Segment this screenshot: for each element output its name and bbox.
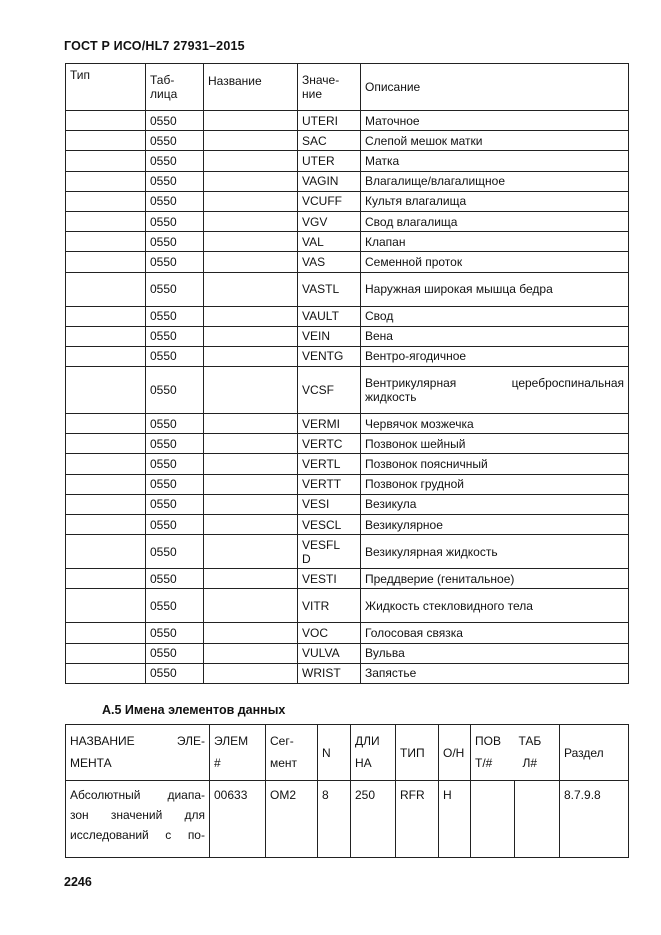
cell-type — [66, 252, 146, 272]
cell-description: Голосовая связка — [361, 623, 629, 643]
cell-name — [204, 367, 298, 414]
cell-table: 0550 — [146, 171, 204, 191]
col-name: Название — [204, 64, 298, 111]
cell-type — [66, 643, 146, 663]
table-row — [66, 211, 629, 231]
cell-name — [204, 474, 298, 494]
table-row — [66, 623, 629, 643]
cell-table: 0550 — [146, 414, 204, 434]
cell-value: VERTL — [298, 454, 361, 474]
cell-description — [361, 367, 629, 414]
table-row — [66, 569, 629, 589]
cell-table: 0550 — [146, 623, 204, 643]
cell-value: VITR — [298, 589, 361, 623]
cell-description: Позвонок грудной — [361, 474, 629, 494]
cell-type — [66, 367, 146, 414]
cell-description: Везикула — [361, 494, 629, 514]
cell-element-name: Абсолютный диапа- зон значений для исследований с по- — [66, 781, 210, 858]
cell-name — [204, 191, 298, 211]
cell-type — [66, 663, 146, 683]
cell-element-number: 00633 — [210, 781, 266, 858]
cell-table: 0550 — [146, 589, 204, 623]
cell-optionality: Н — [439, 781, 471, 858]
cell-description: Слепой мешок матки — [361, 131, 629, 151]
cell-name — [204, 434, 298, 454]
cell-value: WRIST — [298, 663, 361, 683]
cell-description: Жидкость стекловидного тела — [361, 589, 629, 623]
cell-type — [66, 232, 146, 252]
cell-table: 0550 — [146, 515, 204, 535]
cell-table: 0550 — [146, 272, 204, 306]
cell-name — [204, 346, 298, 366]
table-row — [66, 191, 629, 211]
table-row — [66, 515, 629, 535]
cell-name — [204, 623, 298, 643]
cell-description: Позвонок поясничный — [361, 454, 629, 474]
cell-description: Клапан — [361, 232, 629, 252]
cell-value: VAS — [298, 252, 361, 272]
cell-name — [204, 211, 298, 231]
table-row — [66, 252, 629, 272]
cell-name — [204, 171, 298, 191]
cell-description: Свод — [361, 306, 629, 326]
cell-name — [204, 151, 298, 171]
table-row — [66, 643, 629, 663]
col-n: N — [318, 725, 351, 781]
table-row — [66, 414, 629, 434]
cell-name — [204, 131, 298, 151]
cell-description: Наружная широкая мышца бедра — [361, 272, 629, 306]
page-number: 2246 — [64, 875, 92, 889]
table-row — [66, 346, 629, 366]
cell-table: 0550 — [146, 232, 204, 252]
cell-type — [66, 535, 146, 569]
table-row — [66, 232, 629, 252]
cell-table: 0550 — [146, 346, 204, 366]
cell-value: VESCL — [298, 515, 361, 535]
cell-table: 0550 — [146, 643, 204, 663]
cell-value: SAC — [298, 131, 361, 151]
cell-type — [66, 414, 146, 434]
cell-type — [66, 494, 146, 514]
cell-name — [204, 414, 298, 434]
cell-repetition — [471, 781, 515, 858]
cell-type — [66, 346, 146, 366]
cell-type — [66, 171, 146, 191]
cell-type — [66, 306, 146, 326]
col-datatype: ТИП — [396, 725, 439, 781]
cell-name — [204, 232, 298, 252]
cell-description: Вена — [361, 326, 629, 346]
cell-table: 0550 — [146, 663, 204, 683]
table-row — [66, 306, 629, 326]
cell-description: Везикулярное — [361, 515, 629, 535]
cell-value: VERMI — [298, 414, 361, 434]
cell-description: Маточное — [361, 111, 629, 131]
cell-name — [204, 252, 298, 272]
col-length: ДЛИ НА — [351, 725, 396, 781]
cell-table: 0550 — [146, 191, 204, 211]
table-header-row — [66, 64, 629, 111]
cell-table: 0550 — [146, 131, 204, 151]
cell-description: Везикулярная жидкость — [361, 535, 629, 569]
cell-name — [204, 569, 298, 589]
cell-value: VASTL — [298, 272, 361, 306]
cell-value: VESI — [298, 494, 361, 514]
cell-value: VERTC — [298, 434, 361, 454]
cell-description: Вульва — [361, 643, 629, 663]
cell-table-number — [515, 781, 560, 858]
cell-value: VULVA — [298, 643, 361, 663]
table-row — [66, 326, 629, 346]
cell-length: 250 — [351, 781, 396, 858]
col-repetition: ПОВ Т/# — [471, 725, 515, 781]
cell-section: 8.7.9.8 — [560, 781, 629, 858]
cell-value: VESFL D — [298, 535, 361, 569]
cell-name — [204, 663, 298, 683]
cell-description: Преддверие (генитальное) — [361, 569, 629, 589]
table-row — [66, 272, 629, 306]
table-row — [66, 434, 629, 454]
cell-type — [66, 454, 146, 474]
col-section: Раздел — [560, 725, 629, 781]
cell-value: VESTI — [298, 569, 361, 589]
section-title: А.5 Имена элементов данных — [102, 703, 286, 717]
description-line: Вентрикулярная цереброспинальная — [365, 376, 624, 391]
cell-n: 8 — [318, 781, 351, 858]
cell-table: 0550 — [146, 252, 204, 272]
cell-table: 0550 — [146, 306, 204, 326]
cell-name — [204, 111, 298, 131]
data-elements-table — [65, 724, 629, 858]
cell-type — [66, 589, 146, 623]
cell-table: 0550 — [146, 535, 204, 569]
col-element-number: ЭЛЕМ # — [210, 725, 266, 781]
cell-name — [204, 326, 298, 346]
cell-name — [204, 535, 298, 569]
table-row — [66, 454, 629, 474]
cell-value: VAULT — [298, 306, 361, 326]
cell-type — [66, 211, 146, 231]
col-optionality: О/Н — [439, 725, 471, 781]
table-row — [66, 781, 629, 858]
cell-type — [66, 272, 146, 306]
cell-description: Семенной проток — [361, 252, 629, 272]
cell-table: 0550 — [146, 151, 204, 171]
cell-segment: OM2 — [266, 781, 318, 858]
cell-name — [204, 494, 298, 514]
cell-value: VOC — [298, 623, 361, 643]
cell-table: 0550 — [146, 326, 204, 346]
cell-name — [204, 589, 298, 623]
cell-description: Культя влагалища — [361, 191, 629, 211]
table-row — [66, 131, 629, 151]
table-row — [66, 474, 629, 494]
table-row — [66, 494, 629, 514]
cell-name — [204, 454, 298, 474]
cell-name — [204, 643, 298, 663]
cell-table: 0550 — [146, 211, 204, 231]
cell-type — [66, 151, 146, 171]
col-table-number: ТАБ Л# — [515, 725, 560, 781]
cell-description: Свод влагалища — [361, 211, 629, 231]
table-row — [66, 171, 629, 191]
cell-type — [66, 569, 146, 589]
cell-type — [66, 111, 146, 131]
table-row — [66, 367, 629, 414]
table-row — [66, 663, 629, 683]
cell-type — [66, 623, 146, 643]
col-value: Значе- ние — [298, 64, 361, 111]
table-header-row — [66, 725, 629, 781]
cell-value: VAGIN — [298, 171, 361, 191]
col-element-name: НАЗВАНИЕ ЭЛЕ- МЕНТА — [66, 725, 210, 781]
col-type: Тип — [66, 64, 146, 111]
values-table — [65, 63, 629, 684]
cell-type — [66, 474, 146, 494]
document-header: ГОСТ Р ИСО/HL7 27931–2015 — [64, 39, 245, 53]
cell-description: Червячок мозжечка — [361, 414, 629, 434]
cell-table: 0550 — [146, 494, 204, 514]
cell-description: Влагалище/влагалищное — [361, 171, 629, 191]
cell-description: Вентро-ягодичное — [361, 346, 629, 366]
col-segment: Сег- мент — [266, 725, 318, 781]
cell-name — [204, 306, 298, 326]
cell-value: VEIN — [298, 326, 361, 346]
table-row — [66, 589, 629, 623]
cell-value: VAL — [298, 232, 361, 252]
cell-table: 0550 — [146, 569, 204, 589]
cell-type — [66, 515, 146, 535]
description-line: жидкость — [365, 390, 417, 405]
cell-type — [66, 191, 146, 211]
table-row — [66, 535, 629, 569]
cell-table: 0550 — [146, 474, 204, 494]
cell-type — [66, 131, 146, 151]
cell-table: 0550 — [146, 111, 204, 131]
cell-value: VCSF — [298, 367, 361, 414]
cell-description: Позвонок шейный — [361, 434, 629, 454]
table-row — [66, 111, 629, 131]
cell-table: 0550 — [146, 434, 204, 454]
cell-value: VCUFF — [298, 191, 361, 211]
cell-value: UTERI — [298, 111, 361, 131]
cell-table: 0550 — [146, 454, 204, 474]
cell-table: 0550 — [146, 367, 204, 414]
cell-type — [66, 434, 146, 454]
cell-type — [66, 326, 146, 346]
col-description: Описание — [361, 64, 629, 111]
cell-datatype: RFR — [396, 781, 439, 858]
cell-value: VENTG — [298, 346, 361, 366]
table-row — [66, 151, 629, 171]
cell-description: Запястье — [361, 663, 629, 683]
cell-name — [204, 515, 298, 535]
cell-value: VGV — [298, 211, 361, 231]
cell-value: UTER — [298, 151, 361, 171]
cell-description: Матка — [361, 151, 629, 171]
cell-name — [204, 272, 298, 306]
cell-value: VERTT — [298, 474, 361, 494]
col-table: Таб- лица — [146, 64, 204, 111]
